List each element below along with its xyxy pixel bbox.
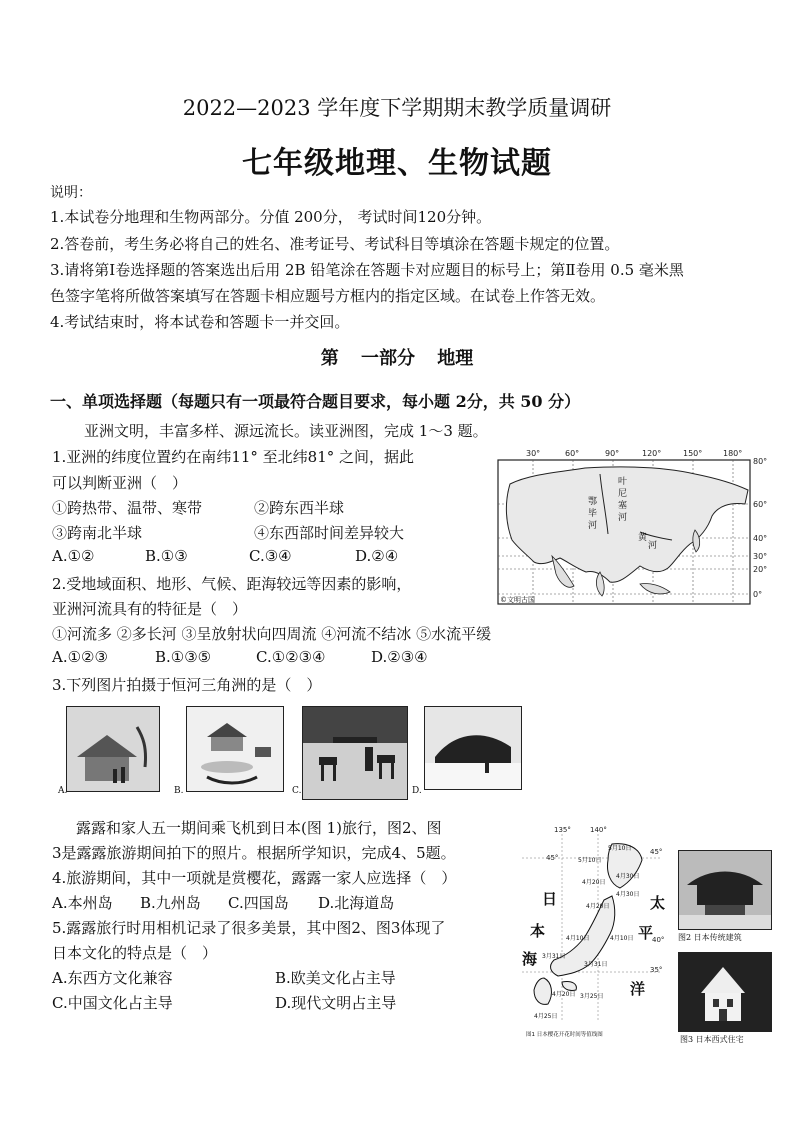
q3-photo-c [302, 706, 408, 800]
part-heading: 一、单项选择题（每题只有一项最符合题目要求，每小题 2分，共 50 分） [50, 392, 581, 411]
q4-choice-d: D.北海道岛 [318, 894, 395, 912]
svg-text:4月10日: 4月10日 [610, 935, 634, 942]
svg-text:太: 太 [650, 894, 666, 912]
instruction-line-1: 1.本试卷分地理和生物两部分。分值 200分， 考试时间120分钟。 [50, 208, 492, 226]
svg-text:30°: 30° [753, 552, 768, 561]
svg-text:图1 日本樱花开花时间等值线图: 图1 日本樱花开花时间等值线图 [526, 1032, 603, 1038]
instruction-line-4: 色签字笔将所做答案填写在答题卡相应题号方框内的指定区域。在试卷上作答无效。 [50, 287, 606, 305]
svg-text:黄: 黄 [638, 533, 648, 543]
q1-stem-line1: 1.亚洲的纬度位置约在南纬11° 至北纬81° 之间，据此 [52, 448, 415, 466]
svg-text:尼: 尼 [618, 489, 628, 499]
svg-text:0°: 0° [753, 590, 763, 599]
svg-text:120°: 120° [642, 449, 662, 458]
q2-choice-a: A.①②③ [52, 648, 108, 666]
exam-subtitle: 七年级地理、生物试题 [242, 146, 552, 181]
instruction-line-5: 4.考试结束时，将本试卷和答题卡一并交回。 [50, 313, 350, 331]
q4-choice-c: C.四国岛 [228, 894, 289, 912]
q3-photo-b [186, 706, 284, 792]
q1-stem-line2: 可以判断亚洲（ ） [52, 474, 188, 492]
svg-text:40°: 40° [652, 936, 665, 944]
svg-text:3月31日: 3月31日 [584, 961, 608, 968]
q5-choice-a: A.东西方文化兼容 [52, 969, 173, 987]
svg-text:5月10日: 5月10日 [608, 845, 632, 852]
svg-text:40°: 40° [753, 534, 768, 543]
passage-asia: 亚洲文明，丰富多样、源远流长。读亚洲图，完成 1～3 题。 [84, 422, 488, 440]
svg-text:150°: 150° [683, 449, 703, 458]
exam-title: 2022—2023 学年度下学期期末教学质量调研 [182, 96, 612, 120]
svg-text:海: 海 [522, 950, 538, 968]
svg-text:洋: 洋 [630, 980, 646, 998]
fig2-caption: 图2 日本传统建筑 [678, 933, 742, 942]
q1-choice-c: C.③④ [249, 547, 292, 565]
asia-map [490, 444, 770, 612]
svg-text:4月10日: 4月10日 [566, 935, 590, 942]
q5-stem-line1: 5.露露旅行时用相机记录了很多美景，其中图2、图3体现了 [52, 919, 446, 937]
svg-text:135°: 135° [554, 826, 571, 834]
svg-text:鄂: 鄂 [588, 497, 598, 507]
q1-choice-a: A.①② [52, 547, 95, 565]
photo-traditional-building [678, 850, 772, 930]
svg-text:20°: 20° [753, 565, 768, 574]
svg-text:河: 河 [618, 513, 628, 523]
svg-text:80°: 80° [753, 457, 768, 466]
q3-photo-d [424, 706, 522, 790]
svg-text:毕: 毕 [588, 509, 598, 519]
svg-text:3月31日: 3月31日 [542, 953, 566, 960]
svg-text:60°: 60° [565, 449, 580, 458]
svg-text:4月20日: 4月20日 [586, 903, 610, 910]
svg-text:4月20日: 4月20日 [552, 991, 576, 998]
japan-map [512, 822, 674, 1044]
photo-western-house [678, 952, 772, 1032]
q5-stem-line2: 日本文化的特点是（ ） [52, 944, 218, 962]
q3-photo-a [66, 706, 160, 792]
svg-text:4月30日: 4月30日 [616, 891, 640, 898]
q2-stem-line2: 亚洲河流具有的特征是（ ） [52, 600, 248, 618]
svg-text:180°: 180° [723, 449, 743, 458]
svg-text:60°: 60° [753, 500, 768, 509]
q3-label-c: C. [292, 786, 302, 796]
svg-text:平: 平 [638, 924, 654, 942]
passage-japan-line2: 3是露露旅游期间拍下的照片。根据所学知识，完成4、5题。 [52, 844, 456, 862]
svg-text:30°: 30° [526, 449, 541, 458]
svg-text:4月30日: 4月30日 [616, 873, 640, 880]
q5-choice-c: C.中国文化占主导 [52, 994, 173, 1012]
svg-text:©文明古国: ©文明古国 [500, 596, 535, 604]
q5-choice-d: D.现代文明占主导 [275, 994, 397, 1012]
svg-text:4月25日: 4月25日 [534, 1013, 558, 1020]
q1-option-4: ④东西部时间差异较大 [254, 524, 405, 542]
q2-choice-c: C.①②③④ [256, 648, 326, 666]
svg-text:塞: 塞 [618, 501, 628, 511]
instructions-heading: 说明： [50, 185, 92, 201]
q4-choice-a: A.本州岛 [52, 894, 113, 912]
q2-choice-d: D.②③④ [371, 648, 428, 666]
passage-japan-line1: 露露和家人五一期间乘飞机到日本(图 1)旅行，图2、图 [76, 819, 442, 837]
svg-text:45°: 45° [546, 854, 559, 862]
q2-choice-b: B.①③⑤ [155, 648, 212, 666]
q4-choice-b: B.九州岛 [140, 894, 201, 912]
svg-text:叶: 叶 [618, 477, 628, 487]
svg-text:4月20日: 4月20日 [582, 879, 606, 886]
q1-option-3: ③跨南北半球 [52, 524, 143, 542]
svg-text:35°: 35° [650, 966, 663, 974]
q1-choice-b: B.①③ [145, 547, 188, 565]
instruction-line-2: 2.答卷前，考生务必将自己的姓名、准考证号、考试科目等填涂在答题卡规定的位置。 [50, 235, 620, 253]
instruction-line-3: 3.请将第Ⅰ卷选择题的答案选出后用 2B 铅笔涂在答题卡对应题目的标号上；第Ⅱ卷用 0.5 毫米黑 [50, 261, 684, 279]
q1-option-1: ①跨热带、温带、寒带 [52, 499, 203, 517]
q3-label-b: B. [174, 786, 184, 796]
svg-text:河: 河 [588, 521, 598, 531]
q5-choice-b: B.欧美文化占主导 [275, 969, 396, 987]
q2-options: ①河流多 ②多长河 ③呈放射状向四周流 ④河流不结冰 ⑤水流平缓 [52, 625, 492, 643]
q2-stem-line1: 2.受地域面积、地形、气候、距海较远等因素的影响， [52, 575, 412, 593]
svg-text:45°: 45° [650, 848, 663, 856]
svg-text:日: 日 [542, 890, 558, 908]
q3-stem: 3.下列图片拍摄于恒河三角洲的是（ ） [52, 676, 322, 694]
q3-label-d: D. [412, 786, 422, 796]
section-title: 第 一部分 地理 [320, 348, 474, 369]
q4-stem: 4.旅游期间，其中一项就是赏樱花，露露一家人应选择（ ） [52, 869, 457, 887]
q1-choice-d: D.②④ [355, 547, 399, 565]
svg-text:3月25日: 3月25日 [580, 993, 604, 1000]
fig3-caption: 图3 日本西式住宅 [680, 1035, 744, 1044]
svg-text:本: 本 [530, 922, 546, 940]
q1-option-2: ②跨东西半球 [254, 499, 345, 517]
q3-label-a: A. [58, 786, 68, 796]
svg-text:90°: 90° [605, 449, 620, 458]
svg-text:5月10日: 5月10日 [578, 857, 602, 864]
svg-text:140°: 140° [590, 826, 607, 834]
svg-text:河: 河 [648, 541, 658, 551]
